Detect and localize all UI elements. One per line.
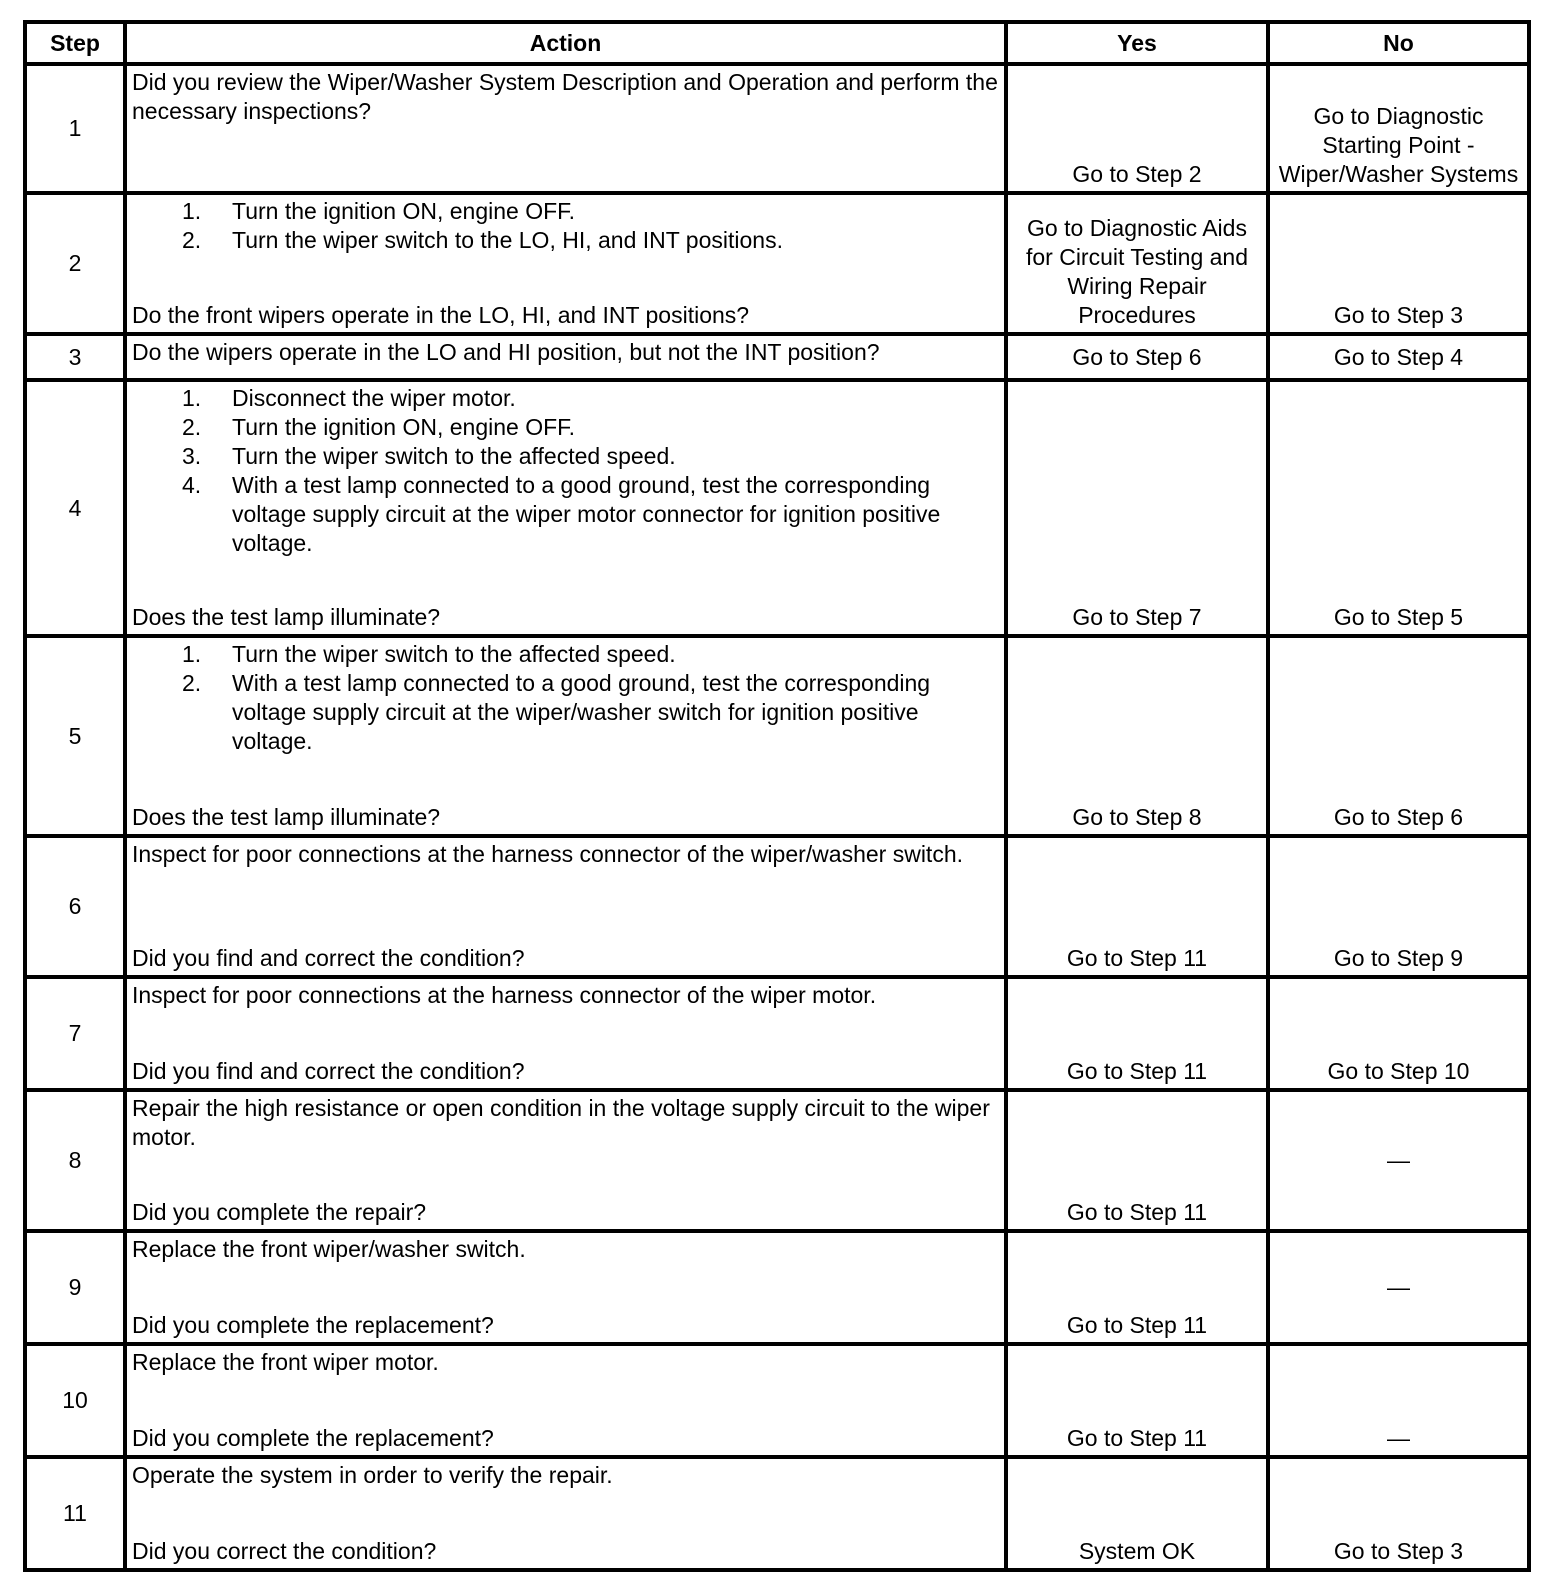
header-yes: Yes [1006, 22, 1268, 64]
yes-text: Go to Step 11 [1066, 1199, 1208, 1225]
yes-result [1006, 1231, 1268, 1344]
action-question: Did you find and correct the condition? [132, 1058, 525, 1084]
action-steps-list [132, 197, 1000, 255]
action-question: Does the test lamp illuminate? [132, 804, 441, 830]
yes-result [1006, 380, 1268, 636]
table-row [25, 380, 1529, 636]
list-item-text: Turn the wiper switch to the affected speed. [232, 641, 676, 667]
action-content [127, 1092, 1004, 1229]
table-row [25, 636, 1529, 836]
action-steps-list [132, 384, 1000, 558]
action-body [132, 981, 1000, 1010]
no-result [1268, 1090, 1529, 1231]
list-item [132, 197, 1000, 226]
step-number: 9 [25, 1231, 125, 1344]
no-text: — [1387, 1274, 1410, 1300]
yes-text: Go to Diagnostic Aids for Circuit Testing and Wiring Repair Procedures [1025, 215, 1248, 328]
header-action: Action [125, 22, 1006, 64]
action-cell [125, 836, 1006, 977]
list-item [132, 640, 1000, 669]
list-item-number: 2. [182, 227, 202, 253]
no-text: Go to Step 9 [1333, 945, 1464, 971]
action-steps-list [132, 640, 1000, 756]
yes-result [1006, 64, 1268, 193]
action-content [127, 336, 1004, 378]
yes-result [1006, 636, 1268, 836]
yes-text: Go to Step 7 [1072, 604, 1202, 630]
step-number: 5 [25, 636, 125, 836]
list-item [132, 413, 1000, 442]
yes-result [1006, 1344, 1268, 1457]
list-item-text: Turn the ignition ON, engine OFF. [232, 414, 576, 440]
action-cell [125, 977, 1006, 1090]
action-cell [125, 380, 1006, 636]
no-result [1268, 64, 1529, 193]
step-number: 4 [25, 380, 125, 636]
step-number: 1 [25, 64, 125, 193]
no-result [1268, 1231, 1529, 1344]
action-cell [125, 1457, 1006, 1570]
table-row [25, 1231, 1529, 1344]
action-cell [125, 1344, 1006, 1457]
action-text: Operate the system in order to verify the repair. [132, 1462, 613, 1488]
no-text: — [1387, 1425, 1410, 1451]
action-question: Does the test lamp illuminate? [132, 604, 441, 630]
action-cell [125, 64, 1006, 193]
action-body [132, 1461, 1000, 1490]
step-number: 10 [25, 1344, 125, 1457]
yes-text: Go to Step 11 [1066, 1425, 1208, 1451]
list-item-text: Turn the wiper switch to the LO, HI, and INT positions. [232, 227, 783, 253]
step-number: 8 [25, 1090, 125, 1231]
yes-text: Go to Step 6 [1072, 343, 1202, 370]
list-item-number: 1. [182, 198, 202, 224]
table-row [25, 334, 1529, 380]
yes-result [1006, 193, 1268, 334]
step-number: 7 [25, 977, 125, 1090]
action-text: Inspect for poor connections at the harness connector of the wiper/washer switch. [132, 841, 963, 867]
no-result [1268, 380, 1529, 636]
list-item-text: Disconnect the wiper motor. [232, 385, 516, 411]
action-body [132, 1348, 1000, 1377]
action-body [132, 840, 1000, 869]
list-item [132, 226, 1000, 255]
no-result [1268, 1344, 1529, 1457]
no-result [1268, 1457, 1529, 1570]
no-result [1268, 193, 1529, 334]
no-result [1268, 636, 1529, 836]
action-text: Replace the front wiper motor. [132, 1349, 439, 1375]
no-text: Go to Step 5 [1333, 604, 1464, 630]
action-cell [125, 193, 1006, 334]
action-body [132, 1235, 1000, 1264]
action-question: Did you correct the condition? [132, 1538, 437, 1564]
list-item [132, 384, 1000, 413]
action-body [132, 68, 1000, 126]
action-text: Do the wipers operate in the LO and HI position, but not the INT position? [132, 339, 880, 365]
list-item-number: 1. [182, 385, 202, 411]
diagnostic-table [23, 20, 1531, 1572]
yes-text: Go to Step 11 [1066, 945, 1208, 971]
action-text: Inspect for poor connections at the harness connector of the wiper motor. [132, 982, 877, 1008]
action-cell [125, 636, 1006, 836]
list-item [132, 471, 1000, 558]
action-content [127, 638, 1004, 834]
list-item-number: 4. [182, 472, 202, 498]
action-cell [125, 1231, 1006, 1344]
table-header-row [25, 22, 1529, 64]
list-item-number: 1. [182, 641, 202, 667]
no-text: Go to Diagnostic Starting Point - Wiper/Washer Systems [1278, 103, 1519, 187]
table-row [25, 1344, 1529, 1457]
action-content [127, 1346, 1004, 1455]
yes-result [1006, 334, 1268, 380]
no-result [1268, 836, 1529, 977]
action-content [127, 382, 1004, 634]
action-text: Did you review the Wiper/Washer System Description and Operation and perform the necessary inspections? [132, 69, 998, 124]
action-text: Replace the front wiper/washer switch. [132, 1236, 526, 1262]
step-number: 11 [25, 1457, 125, 1570]
list-item [132, 442, 1000, 471]
yes-text: System OK [1078, 1538, 1196, 1564]
action-body [132, 197, 1000, 255]
action-content [127, 838, 1004, 975]
action-content [127, 979, 1004, 1088]
yes-result [1006, 977, 1268, 1090]
action-cell [125, 334, 1006, 380]
yes-result [1006, 1090, 1268, 1231]
action-question: Did you complete the repair? [132, 1199, 427, 1225]
list-item-text: With a test lamp connected to a good ground, test the corresponding voltage supply circuit at the wiper motor connector for ignition positive voltage. [232, 472, 941, 556]
action-text: Repair the high resistance or open condition in the voltage supply circuit to the wiper motor. [132, 1095, 990, 1150]
list-item-text: With a test lamp connected to a good ground, test the corresponding voltage supply circuit at the wiper/washer switch for ignition positive voltage. [232, 670, 931, 754]
list-item-number: 2. [182, 670, 202, 696]
action-question: Did you complete the replacement? [132, 1312, 494, 1338]
action-cell [125, 1090, 1006, 1231]
yes-result [1006, 836, 1268, 977]
header-step: Step [25, 22, 125, 64]
action-question: Do the front wipers operate in the LO, HI, and INT positions? [132, 302, 750, 328]
action-body [132, 640, 1000, 756]
no-text: Go to Step 10 [1327, 1058, 1470, 1084]
action-body [132, 384, 1000, 558]
action-content [127, 195, 1004, 332]
no-result [1268, 977, 1529, 1090]
action-question: Did you find and correct the condition? [132, 945, 525, 971]
table-row [25, 64, 1529, 193]
table-row [25, 193, 1529, 334]
no-text: Go to Step 3 [1333, 1538, 1464, 1564]
no-text: Go to Step 4 [1333, 343, 1464, 370]
list-item-text: Turn the ignition ON, engine OFF. [232, 198, 576, 224]
list-item [132, 669, 1000, 756]
action-body [132, 338, 1000, 367]
step-number: 2 [25, 193, 125, 334]
list-item-number: 3. [182, 443, 202, 469]
table-row [25, 1457, 1529, 1570]
no-text: — [1387, 1147, 1410, 1173]
table-body [25, 64, 1529, 1570]
no-text: Go to Step 6 [1333, 804, 1464, 830]
header-no: No [1268, 22, 1529, 64]
step-number: 6 [25, 836, 125, 977]
yes-text: Go to Step 8 [1072, 804, 1202, 830]
table-row [25, 977, 1529, 1090]
table-row [25, 836, 1529, 977]
no-result [1268, 334, 1529, 380]
no-text: Go to Step 3 [1333, 302, 1464, 328]
action-question: Did you complete the replacement? [132, 1425, 494, 1451]
yes-result [1006, 1457, 1268, 1570]
table-row [25, 1090, 1529, 1231]
action-content [127, 66, 1004, 191]
yes-text: Go to Step 11 [1066, 1058, 1208, 1084]
action-content [127, 1233, 1004, 1342]
action-body [132, 1094, 1000, 1152]
list-item-text: Turn the wiper switch to the affected speed. [232, 443, 676, 469]
yes-text: Go to Step 11 [1066, 1312, 1208, 1338]
step-number: 3 [25, 334, 125, 380]
list-item-number: 2. [182, 414, 202, 440]
yes-text: Go to Step 2 [1072, 161, 1202, 187]
